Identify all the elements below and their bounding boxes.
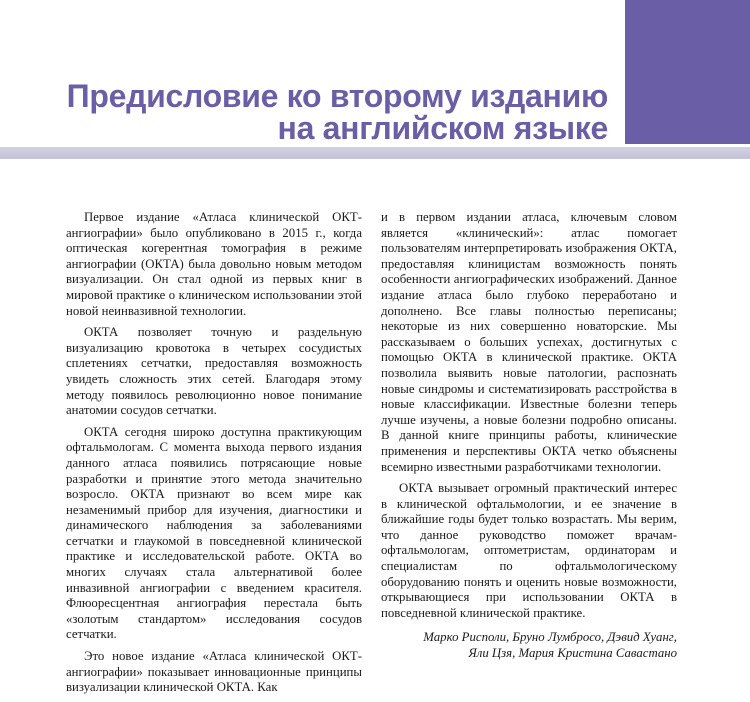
paragraph: и в первом издании атласа, ключевым словом является «клинический»: атлас помогает пользователям интерпретировать изображения ОКТА, предоставляя клиницистам возможность понять особенности ангиографических изображений. Данное издание атласа было глубоко переработано и дополнено. Все главы полностью переписаны; некоторые из них совершенно новаторские. Мы рассказываем о больших успехах, достигнутых с помощью ОКТА в клинической практике. ОКТА позволила выявить новые патологии, распознать новые синдромы и систематизировать расстройства в новые классификации. Известные болезни теперь лучше изучены, а новые болезни подробно описаны. В данной книге принципы работы, клинические применения и перспективы ОКТА четко объяснены всемирно известными разработчиками технологии. (381, 210, 677, 474)
signature-line: Яли Цзя, Мария Кристина Савастано (468, 646, 677, 661)
text-column-left (66, 210, 362, 702)
header-band (0, 147, 750, 159)
paragraph: Это новое издание «Атласа клинической ОКТ-ангиографии» показывает инновационные принципы визуализации клинической ОКТА. Как (66, 649, 362, 695)
paragraph: ОКТА позволяет точную и раздельную визуализацию кровотока в четырех сосудистых сплетениях сетчатки, предоставляя возможность увидеть сложность этих сетей. Благодаря этому методу появилось революционно новое понимание анатомии сосудов сетчатки. (66, 325, 362, 418)
author-signature (381, 629, 677, 661)
header-color-block (625, 0, 750, 144)
page-title-line1: Предисловие ко второму изданию (66, 78, 608, 114)
page-title-line2: на английском языке (277, 110, 608, 146)
paragraph: Первое издание «Атласа клинической ОКТ-ангиографии» было опубликовано в 2015 г., когда оптическая когерентная томография в режиме ангиографии (ОКТА) была довольно новым методом визуализации. Он стал одной из первых книг в мировой практике о клиническом использовании этой новой неинвазивной технологии. (66, 210, 362, 318)
text-column-right (381, 210, 677, 661)
paragraph: ОКТА вызывает огромный практический интерес в клинической офтальмологии, и ее значение в ближайшие годы будет только возрастать. Мы верим, что данное руководство поможет врачам-офтальмологам, оптометристам, ординаторам и специалистам по офтальмологическому оборудованию понять и оценить новые возможности, открывающиеся при использовании ОКТА в повседневной клинической практике. (381, 481, 677, 620)
signature-line: Марко Рисполи, Бруно Лумбросо, Дэвид Хуанг, (423, 630, 677, 645)
paragraph: ОКТА сегодня широко доступна практикующим офтальмологам. С момента выхода первого издания данного атласа появились потрясающие новые разработки и принятие этого метода значительно возросло. ОКТА признают во всем мире как незаменимый прибор для изучения, диагностики и динамического наблюдения за заболеваниями сетчатки и глаукомой в повседневной клинической практике и исследовательской работе. ОКТА во многих случаях стала альтернативой более инвазивной ангиографии с введением красителя. Флюоресцентная ангиография перестала быть «золотым стандартом» исследования сосудов сетчатки. (66, 424, 362, 642)
